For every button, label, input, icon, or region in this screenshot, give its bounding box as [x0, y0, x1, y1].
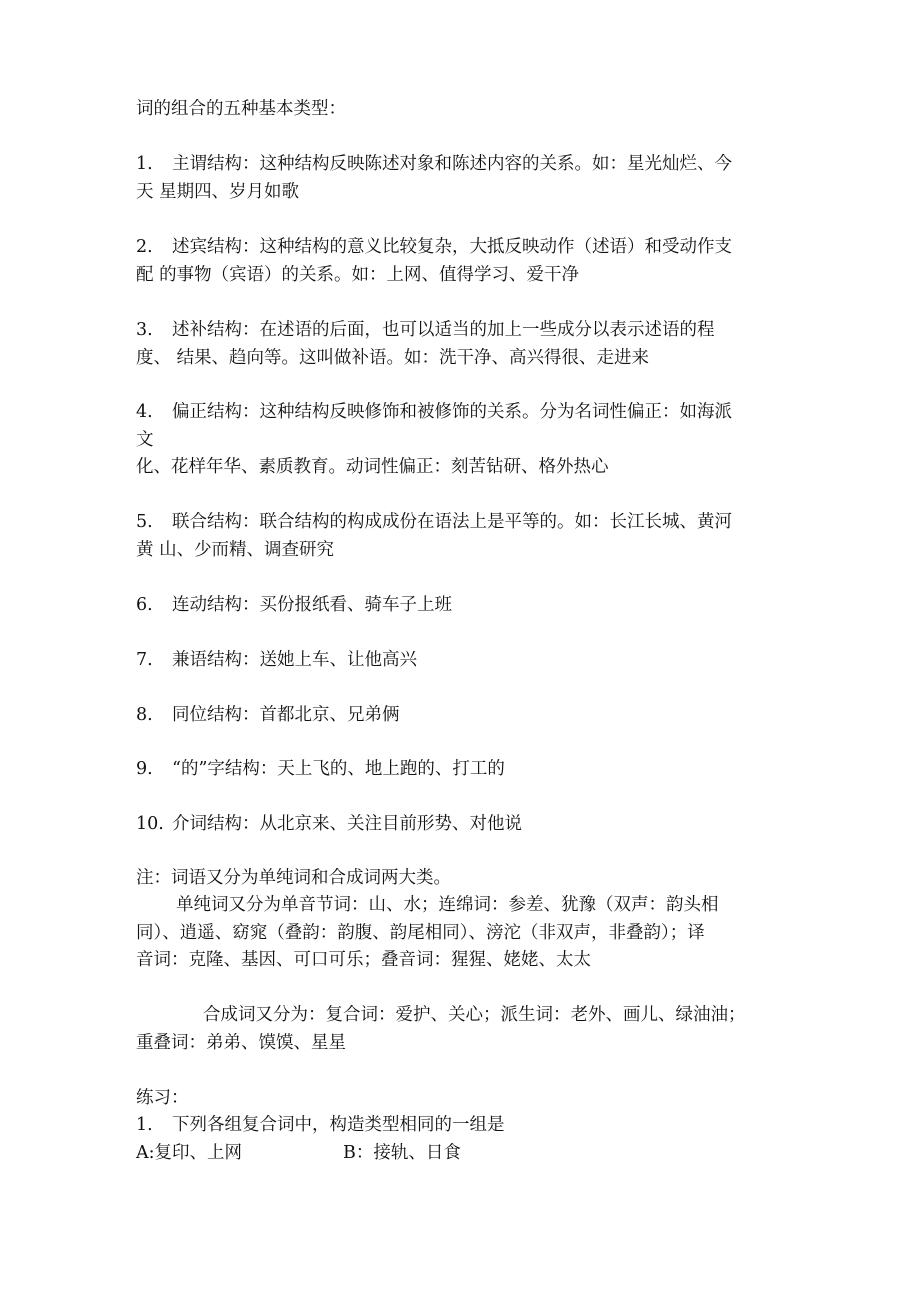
item-continuation: 黄 山、少而精、调查研究	[136, 540, 335, 560]
item-number: 10.	[136, 814, 164, 834]
item-continuation: 配 的事物（宾语）的关系。如：上网、值得学习、爱干净	[136, 265, 580, 285]
item-number: 6.	[136, 595, 153, 615]
item-number: 5.	[136, 512, 153, 532]
item-continuation: 度、 结果、趋向等。这叫做补语。如：洗干净、高兴得很、走进来	[136, 348, 650, 368]
item-text: “的”字结构：天上飞的、地上跑的、打工的	[172, 759, 505, 779]
list-item-6	[136, 593, 452, 617]
item-text: 介词结构：从北京来、关注目前形势、对他说	[172, 814, 522, 834]
list-item-10	[136, 812, 522, 836]
item-number: 1.	[136, 154, 153, 174]
exercise-question-1	[136, 1113, 505, 1137]
item-text: 述宾结构：这种结构的意义比较复杂，大抵反映动作（述语）和受动作支	[172, 237, 732, 257]
exercise-label: 练习：	[136, 1088, 189, 1108]
note-para2-line: 重叠词：弟弟、馍馍、星星	[136, 1033, 346, 1053]
list-item-4	[136, 400, 732, 424]
list-item-8	[136, 703, 400, 727]
item-text: 同位结构：首都北京、兄弟俩	[172, 705, 400, 725]
option-b: B：接轨、日食	[343, 1143, 461, 1163]
item-text: 述补结构：在述语的后面，也可以适当的加上一些成分以表示述语的程	[172, 320, 715, 340]
item-text: 连动结构：买份报纸看、骑车子上班	[172, 595, 452, 615]
item-number: 9.	[136, 759, 153, 779]
item-continuation: 化、花样年华、素质教育。动词性偏正：刻苦钻研、格外热心	[136, 457, 609, 477]
note-para2-line: 合成词又分为：复合词：爱护、关心；派生词：老外、画儿、绿油油；	[203, 1005, 746, 1025]
list-item-5	[136, 510, 732, 534]
note-first-line: 注：词语又分为单纯词和合成词两大类。	[136, 868, 451, 888]
item-number: 3.	[136, 320, 153, 340]
list-item-2	[136, 235, 732, 259]
question-number: 1.	[136, 1115, 153, 1135]
item-text: 兼语结构：送她上车、让他高兴	[172, 650, 417, 670]
item-continuation: 天 星期四、岁月如歌	[136, 182, 300, 202]
item-continuation: 文	[136, 430, 154, 450]
item-text: 主谓结构：这种结构反映陈述对象和陈述内容的关系。如：星光灿烂、今	[172, 154, 732, 174]
item-text: 联合结构：联合结构的构成成份在语法上是平等的。如：长江长城、黄河	[172, 512, 732, 532]
note-para1-line: 单纯词又分为单音节词：山、水；连绵词：参差、犹豫（双声：韵头相	[176, 895, 719, 915]
note-para1-line: 音词：克隆、基因、可口可乐；叠音词：猩猩、姥姥、太太	[136, 950, 591, 970]
item-number: 7.	[136, 650, 153, 670]
question-text: 下列各组复合词中，构造类型相同的一组是	[172, 1115, 505, 1135]
item-number: 2.	[136, 237, 153, 257]
exercise-options	[136, 1141, 636, 1165]
option-a: A:复印、上网	[136, 1143, 243, 1163]
list-item-1	[136, 152, 732, 176]
item-number: 8.	[136, 705, 153, 725]
item-number: 4.	[136, 402, 153, 422]
item-text: 偏正结构：这种结构反映修饰和被修饰的关系。分为名词性偏正：如海派	[172, 402, 732, 422]
list-item-9	[136, 757, 505, 781]
note-para1-line: 同）、逍遥、窈窕（叠韵：韵腹、韵尾相同）、滂沱（非双声，非叠韵）；译	[136, 923, 705, 943]
list-item-3	[136, 318, 715, 342]
heading: 词的组合的五种基本类型：	[136, 99, 346, 119]
list-item-7	[136, 648, 417, 672]
